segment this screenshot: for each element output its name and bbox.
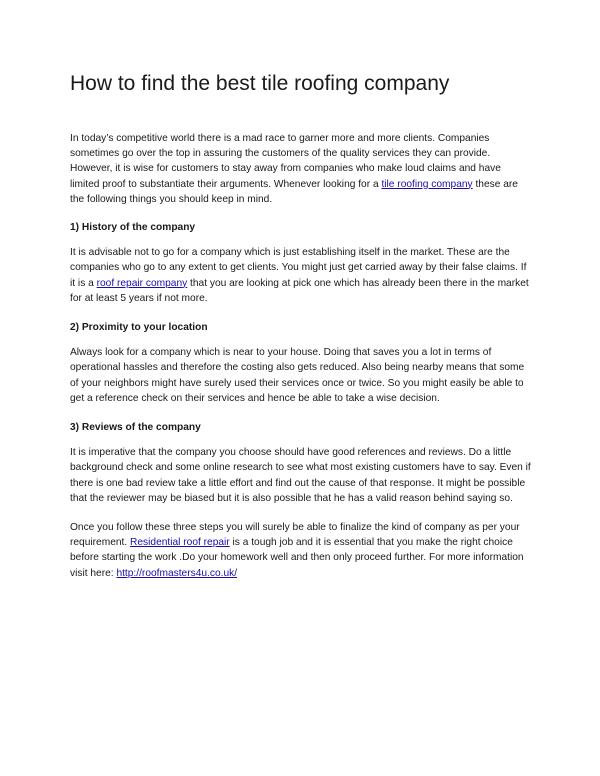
intro-paragraph [70, 131, 532, 207]
website-url-link[interactable]: http://roofmasters4u.co.uk/ [116, 567, 238, 579]
history-text-start: It is advisable not to go for a company which is just establishing itself in the market. These are the companies who go to any extent to get clients. You might just get carried away by their false claims. If it is a [70, 247, 527, 289]
reviews-paragraph: It is imperative that the company you choose should have good references and reviews. Do a little background check and some online research to see what most existing customers have to say. Even if there is one bad review take a little effort and find out the cause of that response. It might be possible that the reviewer may be biased but it is also possible that he has a valid reason behind saying so. [70, 447, 531, 504]
history-text-end: that you are looking at pick one which has already been there in the market for at least 5 years if not more. [70, 277, 529, 304]
residential-roof-repair-link[interactable]: Residential roof repair [130, 537, 230, 549]
closing-text-start: Once you follow these three steps you will surely be able to finalize the kind of company as per your requirement. [70, 522, 520, 549]
tile-roofing-company-link[interactable]: tile roofing company [381, 178, 473, 190]
closing-text-middle: is a tough job and it is essential that you make the right choice before starting the work .Do your homework well and then only proceed further. For more information visit here: [70, 537, 524, 579]
history-paragraph [70, 245, 532, 306]
page-title: How to find the best tile roofing company [70, 72, 450, 95]
section-heading-proximity: 2) Proximity to your location [70, 322, 208, 334]
intro-text-end: these are the following things you should keep in mind. [70, 178, 518, 205]
intro-text-start: In today’s competitive world there is a mad race to garner more and more clients. Companies sometimes go over the top in assuring the customers of the quality services they can provide. However, it is wise for customers to stay away from companies who make loud claims and have limited proof to substantiate their arguments. Whenever looking for a [70, 133, 501, 190]
section-heading-history: 1) History of the company [70, 222, 196, 234]
document-body [70, 131, 532, 581]
roof-repair-company-link[interactable]: roof repair company [96, 277, 188, 289]
proximity-paragraph: Always look for a company which is near to your house. Doing that saves you a lot in terms of operational hassles and therefore the costing also gets reduced. Also being nearby means that some of your neighbors might have surely used their services once or twice. So you might easily be able to get a reference check on their services and hence be able to take a wise decision. [70, 347, 525, 404]
section-heading-reviews: 3) Reviews of the company [70, 422, 201, 434]
closing-paragraph [70, 520, 532, 581]
